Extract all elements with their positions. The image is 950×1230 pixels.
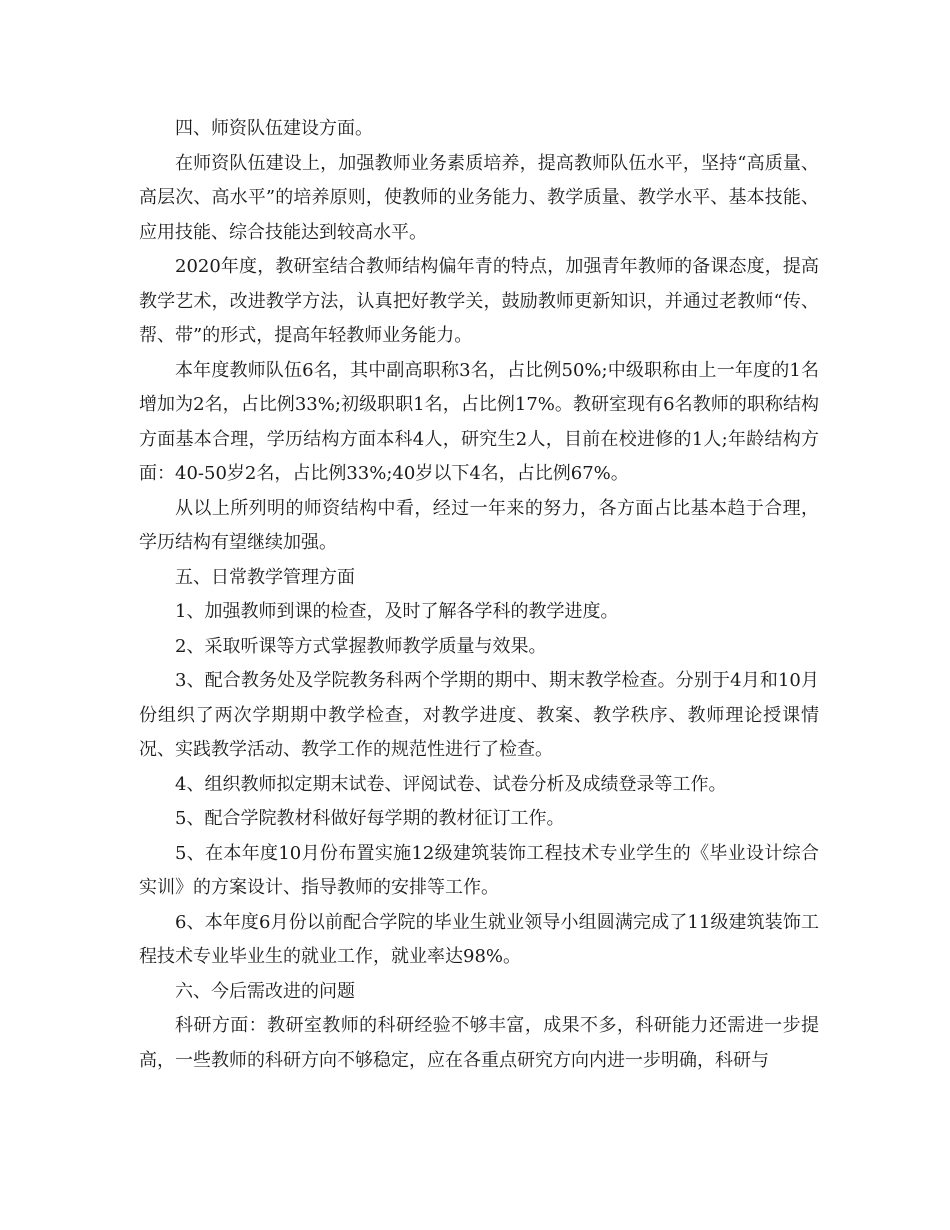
list-item-lecture-observation: 2、采取听课等方式掌握教师教学质量与效果。 bbox=[175, 635, 547, 657]
paragraph-research-improvement: 科研方面：教研室教师的科研经验不够丰富，成果不多，科研能力还需进一步提高，一些教师的科研方向不够稳定，应在各重点研究方向内进一步明确，科研与 bbox=[139, 1015, 819, 1071]
paragraph-teacher-structure: 本年度教师队伍6名，其中副高职称3名，占比例50%;中级职称由上一年度的1名增加为2名，占比例33%;初级职职1名，占比例17%。教研室现有6名教师的职称结构方面基本合理，学历结构方面本科4人，研究生2人，目前在校进修的1人;年龄结构方面：40-50岁2名，占比例33%;40岁以下4名，占比例67%。 bbox=[139, 359, 819, 484]
section-heading-daily-management: 五、日常教学管理方面 bbox=[175, 566, 355, 588]
paragraph-young-teachers: 2020年度，教研室结合教师结构偏年青的特点，加强青年教师的备课态度，提高教学艺术，改进教学方法，认真把好教学关，鼓励教师更新知识，并通过老教师“传、帮、带”的形式，提高年轻教师业务能力。 bbox=[139, 256, 819, 346]
section-heading-improvements: 六、今后需改进的问题 bbox=[175, 980, 355, 1002]
paragraph-structure-summary: 从以上所列明的师资结构中看，经过一年来的努力，各方面占比基本趋于合理，学历结构有望继续加强。 bbox=[139, 497, 819, 553]
section-heading-teacher-team: 四、师资队伍建设方面。 bbox=[175, 118, 373, 139]
list-item-textbook-ordering: 5、配合学院教材科做好每学期的教材征订工作。 bbox=[175, 808, 565, 829]
document-body bbox=[139, 112, 819, 1078]
list-item-graduate-employment: 6、本年度6月份以前配合学院的毕业生就业领导小组圆满完成了11级建筑装饰工程技术专业毕业生的就业工作，就业率达98%。 bbox=[139, 911, 819, 967]
paragraph-teacher-team-building: 在师资队伍建设上，加强教师业务素质培养，提高教师队伍水平，坚持“高质量、高层次、高水平”的培养原则，使教师的业务能力、教学质量、教学水平、基本技能、应用技能、综合技能达到较高水平。 bbox=[139, 152, 819, 243]
list-item-exam-papers: 4、组织教师拟定期末试卷、评阅试卷、试卷分析及成绩登录等工作。 bbox=[175, 773, 727, 795]
list-item-attendance-check: 1、加强教师到课的检查，及时了解各学科的教学进度。 bbox=[175, 601, 619, 622]
list-item-teaching-inspection: 3、配合教务处及学院教务科两个学期的期中、期末教学检查。分别于4月和10月份组织了两次学期期中教学检查，对教学进度、教案、教学秩序、教师理论授课情况、实践教学活动、教学工作的规范性进行了检查。 bbox=[139, 670, 819, 760]
list-item-graduation-design: 5、在本年度10月份布置实施12级建筑装饰工程技术专业学生的《毕业设计综合实训》的方案设计、指导教师的安排等工作。 bbox=[139, 842, 819, 898]
